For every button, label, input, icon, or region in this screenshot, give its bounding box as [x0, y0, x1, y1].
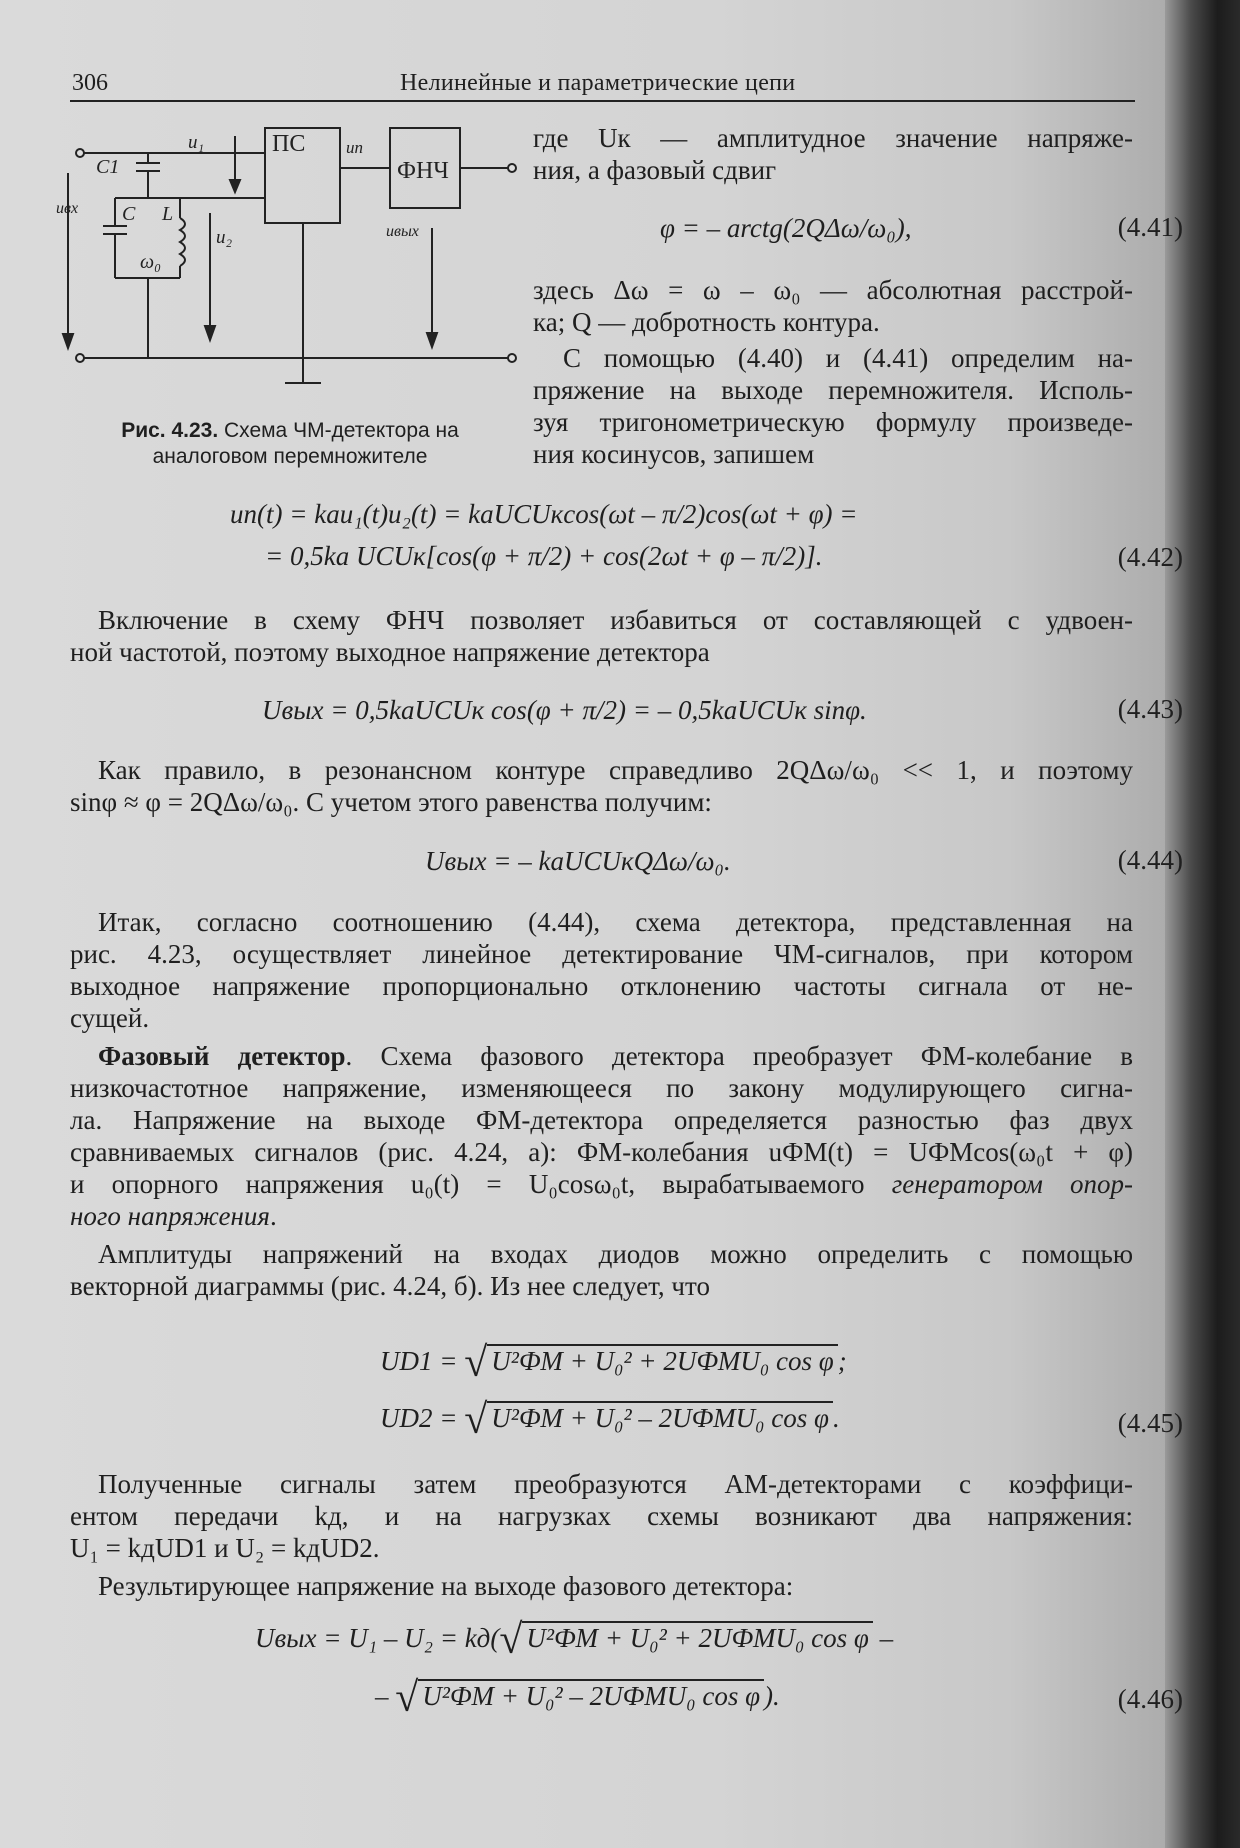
para-8b: векторной диаграммы (рис. 4.24, б). Из нее следует, что: [70, 1271, 710, 1301]
right-para-1: где Uк — амплитудное значение напряже-: [533, 123, 1133, 153]
figure-caption: [90, 418, 490, 470]
para-6c: выходное напряжение пропорционально отклонению частоты сигнала от не-: [70, 971, 1133, 1001]
para-4b: ной частотой, поэтому выходное напряжение детектора: [70, 637, 710, 667]
para-7e: и опорного напряжения u₀(t) = U₀cosω₀t, вырабатываемого генератором опор-: [70, 1169, 1133, 1199]
para-9c: U₁ = kдUD1 и U₂ = kдUD2.: [70, 1533, 380, 1563]
c-label: C: [122, 203, 136, 225]
eq-4-46-line1: Uвых = U₁ – U₂ = kд(√ U²ФМ + U₀² + 2UФМU₀ cos φ –: [255, 1617, 894, 1663]
right-para-3b: пряжение на выходе перемножителя. Исполь-: [533, 375, 1133, 405]
para-5b: sinφ ≈ φ = 2QΔω/ω₀. С учетом этого равенства получим:: [70, 787, 712, 817]
eq-4-42-line1: uп(t) = kau₁(t)u₂(t) = kaUCUкcos(ωt – π/2)cos(ωt + φ) =: [230, 499, 858, 529]
eq-4-46-line2: – √ U²ФМ + U₀² – 2UФМU₀ cos φ ).: [375, 1675, 780, 1721]
eq-4-42-line2: = 0,5ka UCUк[cos(φ + π/2) + cos(2ωt + φ – π/2)].: [265, 541, 823, 571]
right-para-2b: ка; Q — добротность контура.: [533, 307, 880, 337]
para-7a: Фазовый детектор. Схема фазового детектора преобразует ФМ-колебание в: [98, 1041, 1134, 1071]
caption-label: Рис. 4.23.: [121, 419, 219, 442]
u1-label: u₁: [188, 132, 205, 153]
u2-label: u₂: [216, 227, 233, 248]
right-para-3d: ния косинусов, запишем: [533, 439, 815, 469]
eq-4-41-number: (4.41): [1117, 212, 1183, 242]
para-7f: ного напряжения.: [70, 1201, 277, 1231]
eq-4-42-number: (4.42): [1117, 542, 1183, 572]
eq-4-45-number: (4.45): [1117, 1408, 1183, 1438]
para-4a: Включение в схему ФНЧ позволяет избавиться от составляющей с удвоен-: [98, 605, 1133, 635]
circuit-diagram: [56, 118, 530, 398]
c1-label: C1: [96, 156, 120, 178]
para-10: Результирующее напряжение на выходе фазового детектора:: [98, 1571, 794, 1601]
para-6d: сущей.: [70, 1003, 150, 1033]
para-7b: низкочастотное напряжение, изменяющееся по закону модулирующего сигна-: [70, 1073, 1133, 1103]
para-6b: рис. 4.23, осуществляет линейное детектирование ЧМ-сигналов, при котором: [70, 939, 1133, 969]
right-para-2a: здесь Δω = ω – ω₀ — абсолютная расстрой-: [533, 275, 1133, 305]
para-5a: Как правило, в резонансном контуре справедливо 2QΔω/ω₀ << 1, и поэтому: [98, 755, 1133, 785]
right-para-1b: ния, а фазовый сдвиг: [533, 155, 777, 185]
eq-4-45-line2: UD2 = √ U²ФМ + U₀² – 2UФМU₀ cos φ .: [380, 1397, 840, 1443]
un-label: uп: [346, 138, 363, 157]
fm-detector-schematic: [56, 118, 530, 398]
para-7c: ла. Напряжение на выходе ФМ-детектора определяется разностью фаз двух: [70, 1105, 1133, 1135]
eq-4-43: Uвых = 0,5kaUCUк cos(φ + π/2) = – 0,5kaUCUк sinφ.: [262, 695, 867, 725]
w0-label: ω₀: [140, 251, 162, 273]
book-spine-shadow: [1165, 0, 1240, 1848]
right-para-3c: зуя тригонометрическую формулу произведе-: [533, 407, 1133, 437]
section-heading-phase-detector: Фазовый детектор: [98, 1041, 346, 1071]
eq-4-43-number: (4.43): [1117, 694, 1183, 724]
l-label: L: [162, 203, 174, 225]
para-6a: Итак, согласно соотношению (4.44), схема детектора, представленная на: [98, 907, 1133, 937]
ps-label: ПС: [272, 131, 306, 157]
para-7d: сравниваемых сигналов (рис. 4.24, а): ФМ-колебания uФМ(t) = UФМcos(ω₀t + φ): [70, 1137, 1133, 1167]
caption-text: Схема ЧМ-детектора на аналоговом перемножителе: [152, 419, 459, 468]
fnch-label: ФНЧ: [397, 158, 449, 184]
eq-4-41: φ = – arctg(2QΔω/ω₀),: [660, 213, 912, 243]
para-8a: Амплитуды напряжений на входах диодов можно определить с помощью: [98, 1239, 1133, 1269]
page-header: [70, 70, 1135, 102]
running-title: Нелинейные и параметрические цепи: [400, 70, 796, 96]
para-9a: Полученные сигналы затем преобразуются АМ-детекторами с коэффици-: [98, 1469, 1133, 1499]
uvx-label: uвх: [56, 200, 79, 217]
para-9b: ентом передачи kд, и на нагрузках схемы возникают два напряжения:: [70, 1501, 1133, 1531]
eq-4-45-line1: UD1 = √ U²ФМ + U₀² + 2UФМU₀ cos φ ;: [380, 1340, 847, 1386]
eq-4-46-number: (4.46): [1117, 1684, 1183, 1714]
right-para-3a: С помощью (4.40) и (4.41) определим на-: [563, 343, 1133, 373]
uvyx-label: uвых: [386, 223, 419, 240]
eq-4-44: Uвых = – kaUCUкQΔω/ω₀.: [425, 846, 731, 876]
page-number: 306: [72, 70, 108, 96]
eq-4-44-number: (4.44): [1117, 845, 1183, 875]
